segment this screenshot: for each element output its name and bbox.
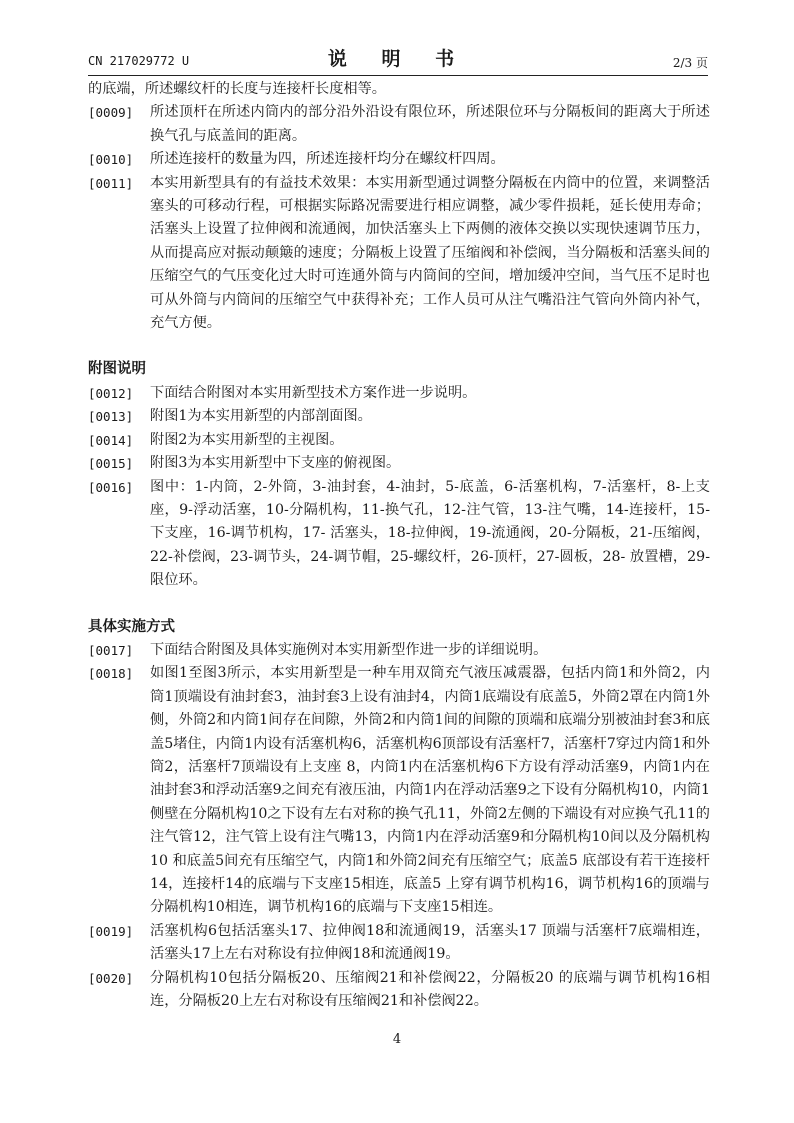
paragraph-text: 本实用新型具有的有益技术效果：本实用新型通过调整分隔板在内筒中的位置，来调整活塞头的可移动行程，可根据实际路况需要进行相应调整，减少零件损耗，延长使用寿命；活塞头上设置了拉伸阀和流通阀，加快活塞头上下两侧的液体交换以实现快速调节压力，从而提高应对振动颠簸的速度；分隔板上设置了压缩阀和补偿阀，当分隔板和活塞头间的压缩空气的气压变化过大时可连通外筒与内筒间的空间，增加缓冲空间，当气压不足时也可从外筒与内筒间的压缩空气中获得补充；工作人员可从注气嘴沿注气管向外筒内补气，充气方便。 [150,174,710,332]
paragraph-0018 [88,662,710,919]
paragraph-number: [0019] [88,923,134,939]
paragraph-0009 [88,101,710,148]
paragraph-text: 如图1至图3所示，本实用新型是一种车用双筒充气液压减震器，包括内筒1和外筒2，内筒1顶端设有油封套3，油封套3上设有油封4，内筒1底端设有底盖5，外筒2罩在内筒1外侧，外筒2和内筒1间存在间隙，外筒2和内筒1间的间隙的顶端和底端分别被油封套3和底盖5堵住，内筒1内设有活塞机构6，活塞机构6顶部设有活塞杆7，活塞杆7穿过内筒1和外筒2，活塞杆7顶端设有上支座 8，内筒1内在活塞机构6下方设有浮动活塞9，内筒1内在油封套3和浮动活塞9之间充有液压油，内筒1内在浮动活塞9之下设有分隔机构10，内筒1侧壁在分隔机构10之下设有左右对称的换气孔11，外筒2左侧的下端设有对应换气孔11的注气管12，注气管上设有注气嘴13，内筒1内在浮动活塞9和分隔机构10间以及分隔机构10 和底盖5间充有压缩空气，内筒1和外筒2间充有压缩空气；底盖5 底部设有若干连接杆14，连接杆14的底端与下支座15相连，底盖5 上穿有调节机构16，调节机构16的顶端与分隔机构10相连，调节机构16的底端与下支座15相连。 [150,665,710,916]
paragraph-number: [0013] [88,409,134,425]
paragraph-0012 [88,382,710,405]
paragraph-0017 [88,639,710,662]
paragraph-text: 活塞机构6包括活塞头17、拉伸阀18和流通阀19，活塞头17 顶端与活塞杆7底端相连，活塞头17上左右对称设有拉伸阀18和流通阀19。 [150,922,710,963]
paragraph-text: 下面结合附图对本实用新型技术方案作进一步说明。 [150,384,477,401]
paragraph-text: 附图2为本实用新型的主视图。 [150,431,344,448]
paragraph-0014 [88,429,710,452]
page-indicator: 2/3 页 [672,56,708,70]
document-number: CN 217029772 U [88,54,190,68]
paragraph-0013 [88,405,710,428]
section-title-embodiment: 具体实施方式 [88,618,175,635]
paragraph-number: [0010] [88,152,134,168]
paragraph-0015 [88,452,710,475]
header-divider [88,75,708,76]
paragraph-text: 下面结合附图及具体实施例对本实用新型作进一步的详细说明。 [150,641,548,658]
section-title-figures: 附图说明 [88,361,146,378]
paragraph-0010 [88,148,710,171]
paragraph-0020 [88,967,710,1014]
paragraph-number: [0020] [88,970,134,986]
paragraph-number: [0016] [88,479,134,495]
paragraph-text: 附图1为本实用新型的内部剖面图。 [150,408,372,425]
paragraph-number: [0012] [88,385,134,401]
paragraph-text: 分隔机构10包括分隔板20、压缩阀21和补偿阀22，分隔板20 的底端与调节机构16相连，分隔板20上左右对称设有压缩阀21和补偿阀22。 [150,969,710,1010]
document-body [88,78,710,1013]
paragraph-text: 附图3为本实用新型中下支座的俯视图。 [150,455,401,472]
page-number: 4 [392,1032,402,1047]
paragraph-number: [0018] [88,666,134,682]
paragraph-number: [0017] [88,642,134,658]
paragraph-0011 [88,172,710,336]
paragraph-0016 [88,476,710,593]
paragraph-number: [0014] [88,432,134,448]
paragraph-continuation: 的底端，所述螺纹杆的长度与连接杆长度相等。 [88,81,386,97]
paragraph-text: 所述顶杆在所述内筒内的部分沿外沿设有限位环，所述限位环与分隔板间的距离大于所述换气孔与底盖间的距离。 [150,104,710,144]
paragraph-number: [0015] [88,456,134,472]
paragraph-number: [0011] [88,175,134,191]
paragraph-text: 所述连接杆的数量为四，所述连接杆均分在螺纹杆四周。 [150,151,505,168]
page-header [88,44,708,74]
paragraph-text: 图中：1-内筒，2-外筒，3-油封套，4-油封，5-底盖，6-活塞机构，7-活塞杆，8-上支座，9-浮动活塞，10-分隔机构，11-换气孔，12-注气管，13-注气嘴，14-连接杆，15-下支座，16-调节机构，17- 活塞头，18-拉伸阀，19-流通阀，20-分隔板，21-压缩阀，22-补偿阀，23-调节头，24-调节帽，25-螺纹杆，26-顶杆，27-圆板，28- 放置槽，29-限位环。 [150,478,710,589]
paragraph-number: [0009] [88,105,134,121]
paragraph-0019 [88,920,710,967]
document-title: 说 明 书 [327,48,469,70]
